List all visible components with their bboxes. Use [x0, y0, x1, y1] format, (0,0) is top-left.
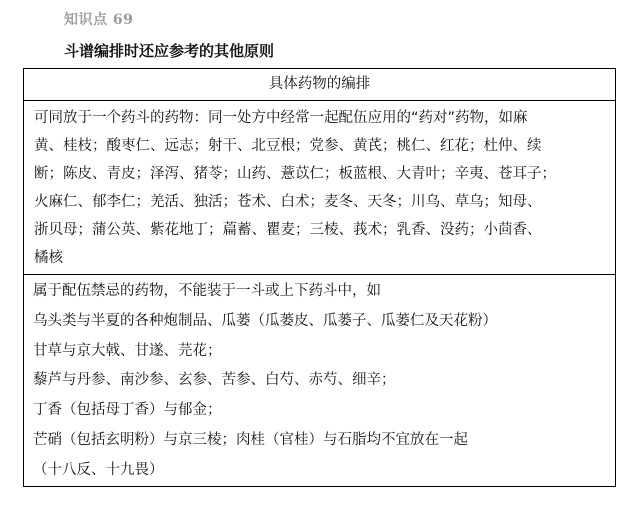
- table-row: [24, 275, 616, 487]
- incompatible-drugs-cell: [24, 275, 616, 487]
- section-title: 斗谱编排时还应参考的其他原则: [64, 42, 275, 60]
- text-line: 橘核: [34, 250, 63, 266]
- knowledge-point-label: 知识点 69: [64, 12, 134, 28]
- text-line: （十八反、十九畏）: [33, 461, 164, 478]
- table-row: [24, 101, 616, 275]
- text-line: 黄、桂枝；酸枣仁、远志；射干、北豆根；党参、黄芪；桃仁、红花；杜仲、续: [34, 138, 542, 154]
- text-line: 可同放于一个药斗的药物：同一处方中经常一起配伍应用的“药对”药物，如麻: [34, 110, 528, 126]
- text-line: 丁香（包括母丁香）与郁金；: [33, 402, 222, 419]
- paired-drugs-cell: [24, 101, 616, 275]
- table-header-row: [24, 69, 616, 101]
- table-header: 具体药物的编排: [24, 69, 616, 101]
- text-line: 甘草与京大戟、甘遂、芫花；: [33, 342, 222, 359]
- text-line: 芒硝（包括玄明粉）与京三棱；肉桂（官桂）与石脂均不宜放在一起: [33, 431, 468, 448]
- drug-arrangement-table: [23, 68, 616, 487]
- text-line: 断；陈皮、青皮；泽泻、猪苓；山药、薏苡仁；板蓝根、大青叶；辛夷、苍耳子；: [34, 166, 556, 182]
- text-line: 火麻仁、郁李仁；羌活、独活；苍术、白术；麦冬、天冬；川乌、草乌；知母、: [34, 194, 542, 210]
- text-line: 浙贝母；蒲公英、紫花地丁；萹蓄、瞿麦；三棱、莪术；乳香、没药；小茴香、: [34, 222, 542, 238]
- text-line: 乌头类与半夏的各种炮制品、瓜蒌（瓜蒌皮、瓜蒌子、瓜蒌仁及天花粉）: [33, 312, 497, 329]
- text-line: 属于配伍禁忌的药物，不能装于一斗或上下药斗中，如: [33, 283, 381, 299]
- text-line: 藜芦与丹参、南沙参、玄参、苦参、白芍、赤芍、细辛；: [33, 372, 396, 389]
